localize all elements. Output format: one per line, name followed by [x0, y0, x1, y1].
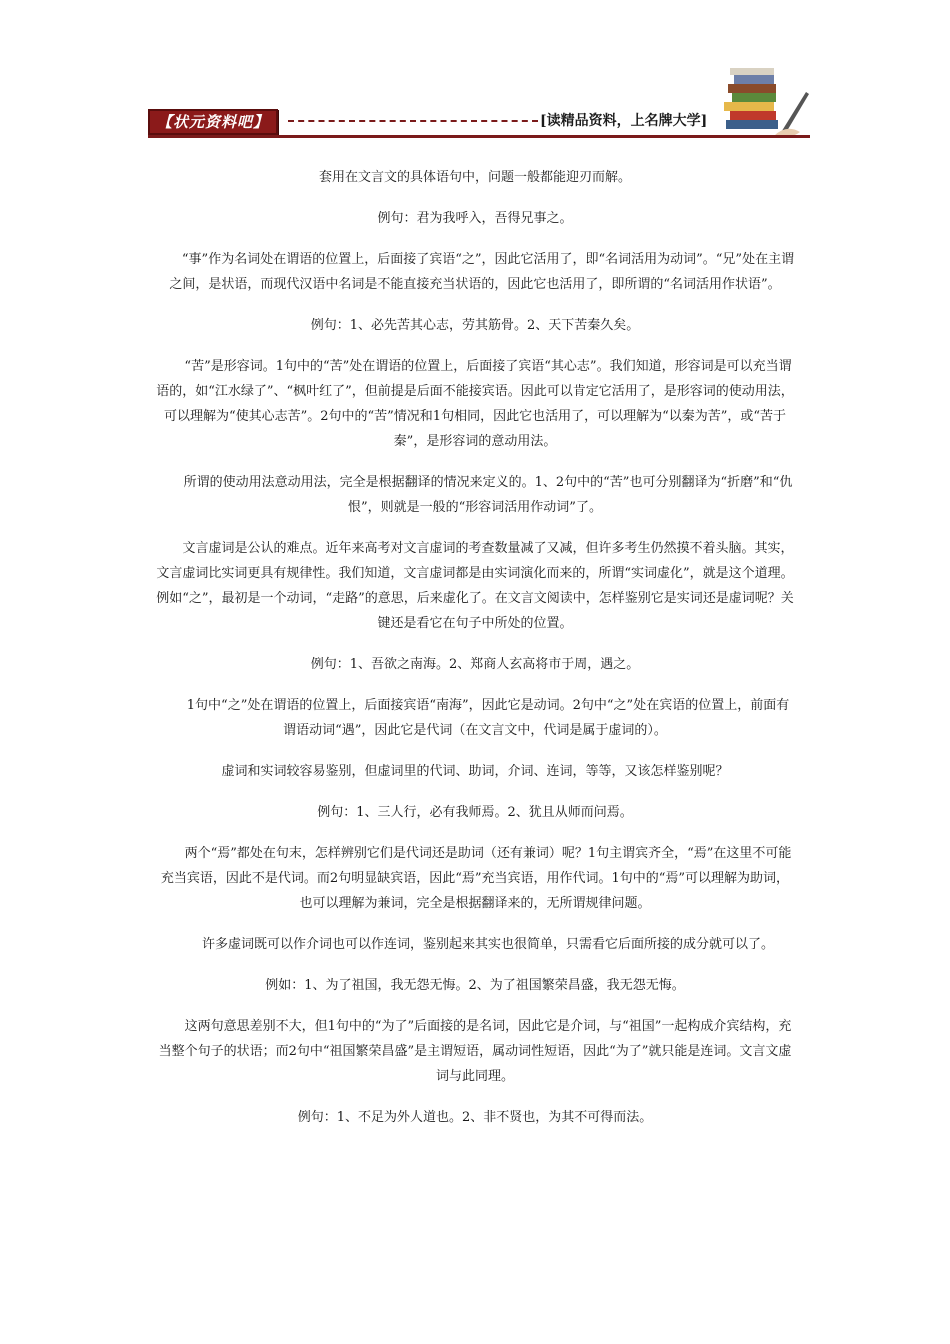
header-dashed-line [288, 120, 538, 122]
example-sentence: 例句：1、必先苦其心志，劳其筋骨。2、天下苦秦久矣。 [310, 318, 640, 333]
paragraph: 这两句意思差别不大，但1句中的“为了”后面接的是名词，因此它是介词，与“祖国”一起构成介宾结构，充当整个句子的状语；而2句中“祖国繁荣昌盛”是主谓短语，属动词性短语，因此“为了”就只能是连词。文言文虚词与此同理。 [158, 1019, 792, 1084]
paragraph: 虚词和实词较容易鉴别，但虚词里的代词、助词，介词、连词，等等，又该怎样鉴别呢？ [221, 764, 729, 779]
example-sentence: 例句：1、吾欲之南海。2、郑商人玄高将市于周，遇之。 [310, 657, 640, 672]
paragraph: “事”作为名词处在谓语的位置上，后面接了宾语“之”，因此它活用了，即“名词活用为动词”。“兄”处在主谓之间，是状语，而现代汉语中名词是不能直接充当状语的，因此它也活用了，即所谓的“名词活用作状语”。 [169, 252, 795, 292]
paragraph: 套用在文言文的具体语句中，问题一般都能迎刃而解。 [318, 170, 631, 185]
example-sentence: 例句：1、不足为外人道也。2、非不贤也，为其不可得而法。 [297, 1110, 653, 1125]
paragraph: 两个“焉”都处在句末，怎样辨别它们是代词还是助词（还有兼词）呢？1句主谓宾齐全，“焉”在这里不可能充当宾语，因此不是代词。而2句明显缺宾语，因此“焉”充当宾语，用作代词。1句中的“焉”可以理解为助词，也可以理解为兼词，完全是根据翻译来的，无所谓规律问题。 [160, 846, 792, 911]
paragraph: 所谓的使动用法意动用法，完全是根据翻译的情况来定义的。1、2句中的“苦”也可分别翻译为“折磨”和“仇恨”，则就是一般的“形容词活用作动词”了。 [183, 475, 793, 515]
brand-logo: 【状元资料吧】 [148, 109, 278, 135]
header-rule [148, 135, 810, 138]
paragraph: 文言虚词是公认的难点。近年来高考对文言虚词的考查数量减了又减，但许多考生仍然摸不着头脑。其实，文言虚词比实词更具有规律性。我们知道，文言虚词都是由实词演化而来的，所谓“实词虚化”，就是这个道理。例如“之”，最初是一个动词，“走路”的意思，后来虚化了。在文言文阅读中，怎样鉴别它是实词还是虚词呢？关键还是看它在句子中所处的位置。 [156, 541, 794, 631]
books-and-pen-icon [720, 62, 810, 138]
paragraph: 许多虚词既可以作介词也可以作连词，鉴别起来其实也很简单，只需看它后面所接的成分就可以了。 [201, 937, 774, 952]
example-sentence: 例句：君为我呼入，吾得兄事之。 [377, 211, 573, 226]
paragraph: “苦”是形容词。1句中的“苦”处在谓语的位置上，后面接了宾语“其心志”。我们知道，形容词是可以充当谓语的，如“江水绿了”、“枫叶红了”，但前提是后面不能接宾语。因此可以肯定它活用了，是形容词的使动用法，可以理解为“使其心志苦”。2句中的“苦”情况和1句相同，因此它也活用了，可以理解为“以秦为苦”，或“苦于秦”，是形容词的意动用法。 [156, 359, 794, 449]
paragraph: 1句中“之”处在谓语的位置上，后面接宾语“南海”，因此它是动词。2句中“之”处在宾语的位置上，前面有谓语动词“遇”，因此它是代词（在文言文中，代词是属于虚词的）。 [186, 698, 790, 738]
example-sentence: 例如：1、为了祖国，我无怨无悔。2、为了祖国繁荣昌盛，我无怨无悔。 [265, 978, 685, 993]
example-sentence: 例句：1、三人行，必有我师焉。2、犹且从师而问焉。 [317, 805, 633, 820]
article-body [155, 165, 795, 1146]
header-slogan: [读精品资料，上名牌大学] [540, 113, 708, 129]
page-header [148, 62, 810, 142]
